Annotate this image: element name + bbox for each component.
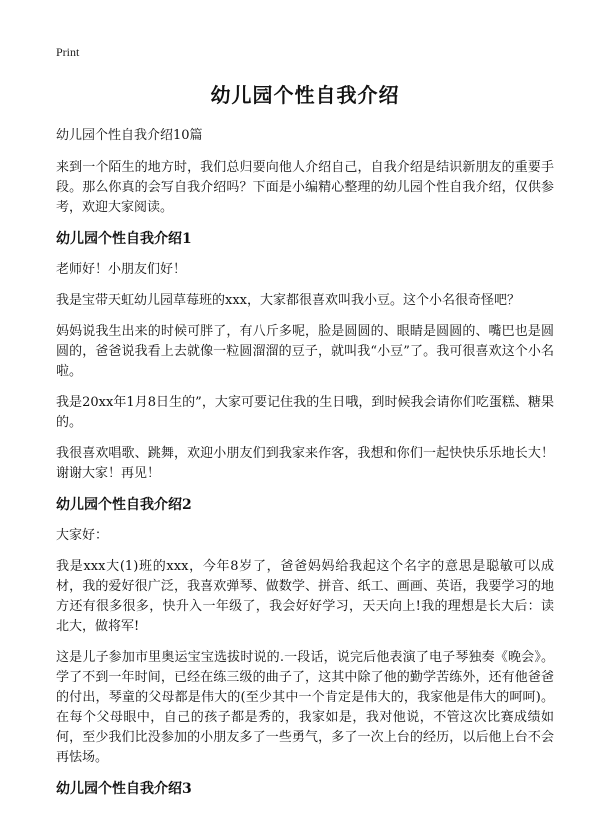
- print-link[interactable]: Print: [56, 45, 80, 59]
- section-heading-1: 幼儿园个性自我介绍1: [56, 231, 192, 247]
- document-subtitle: 幼儿园个性自我介绍10篇: [56, 128, 203, 143]
- section-1-paragraph-2: 我是宝带天虹幼儿园草莓班的xxx，大家都很喜欢叫我小豆。这个小名很奇怪吧？: [56, 293, 520, 308]
- section-1-paragraph-3: 妈妈说我生出来的时候可胖了，有八斤多呢，脸是圆圆的、眼睛是圆圆的、嘴巴也是圆圆的，爸爸说我看上去就像一粒圆溜溜的豆子，就叫我“小豆”了。我可很喜欢这个小名啦。: [56, 324, 554, 379]
- section-2-paragraph-2: 我是xxx大(1)班的xxx，今年8岁了，爸爸妈妈给我起这个名字的意思是聪敏可以成材，我的爱好很广泛，我喜欢弹琴、做数学、拼音、纸工、画画、英语，我要学习的地方还有很多很多，快升入一年级了，我会好好学习，天天向上!我的理想是长大后：读北大，做将军!: [56, 559, 554, 634]
- section-2-paragraph-1: 大家好：: [56, 528, 109, 543]
- intro-paragraph: 来到一个陌生的地方时，我们总归要向他人介绍自己，自我介绍是结识新朋友的重要手段。那么你真的会写自我介绍吗？下面是小编精心整理的幼儿园个性自我介绍，仅供参考，欢迎大家阅读。: [56, 160, 554, 215]
- section-1-paragraph-4: 我是20xx年1月8日生的”，大家可要记住我的生日哦，到时候我会请你们吃蛋糕、糖果的。: [56, 395, 554, 430]
- section-2-paragraph-3: 这是儿子参加市里奥运宝宝选拔时说的.一段话，说完后他表演了电子琴独奏《晚会》。学了不到一年时间，已经在练三级的曲子了，这其中除了他的勤学苦练外，还有他爸爸的付出，琴童的父母都是伟大的(至少其中一个肯定是伟大的，我家他是伟大的呵呵)。在每个父母眼中，自己的孩子都是秀的，我家如是，我对他说，不管这次比赛成绩如何，至少我们比没参加的小朋友多了一些勇气，多了一次上台的经历，以后他上台不会再怯场。: [56, 650, 554, 765]
- section-1-paragraph-1: 老师好！小朋友们好！: [56, 262, 187, 277]
- section-1-paragraph-5: 我很喜欢唱歌、跳舞，欢迎小朋友们到我家来作客，我想和你们一起快快乐乐地长大！谢谢大家！再见！: [56, 446, 554, 481]
- document-title: 幼儿园个性自我介绍: [210, 83, 400, 107]
- section-heading-3: 幼儿园个性自我介绍3: [56, 781, 192, 797]
- section-heading-2: 幼儿园个性自我介绍2: [56, 497, 192, 513]
